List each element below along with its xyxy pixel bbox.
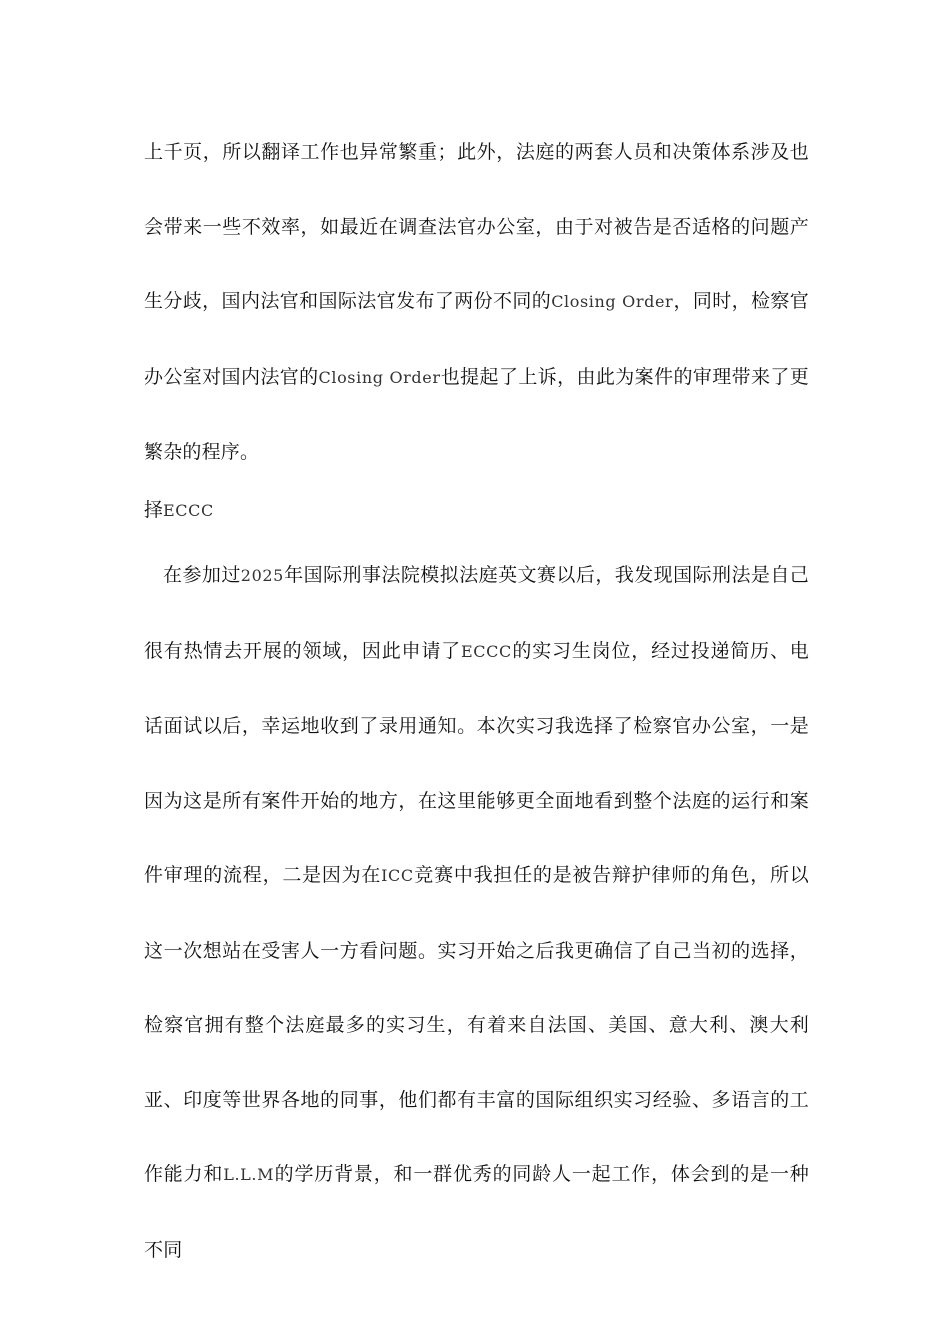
paragraph-text: 的实习生岗位，经过投递简历、电话面试以后，幸运地收到了录用通知。本次实习我选择了检察官办公室，一是因为这是所有案件开始的地方，在这里能够更全面地看到整个法庭的运行和案件审理的流程，二是因为在 xyxy=(144,639,809,886)
latin-term: Closing Order xyxy=(318,367,441,387)
paragraph-text: 在参加过 xyxy=(163,564,241,586)
latin-term: ICC xyxy=(381,866,414,885)
latin-term: ECCC xyxy=(461,641,512,661)
paragraph-text: 的学历背景，和一群优秀的同龄人一起工作，体会到的是一种不同 xyxy=(144,1163,809,1261)
paragraph-text: 竞赛中我担任的是被告辩护律师的角色，所以这一次想站在受害人一方看问题。实习开始之后我更确信了自己当初的选择，检察官拥有整个法庭最多的实习生，有着来自法国、美国、意大利、澳大利亚、印度等世界各地的同事，他们都有丰富的国际组织实习经验、多语言的工作能力和 xyxy=(144,864,809,1185)
paragraph-2 xyxy=(144,538,809,1287)
latin-term: 2025 xyxy=(240,566,284,585)
heading-latin: ECCC xyxy=(163,501,214,520)
heading-prefix: 择 xyxy=(144,499,164,521)
paragraph-1 xyxy=(144,115,809,490)
paragraph-text: 也提起了上诉，由此为案件的审理带来了更繁杂的程序。 xyxy=(144,365,809,463)
paragraph-text: 上千页，所以翻译工作也异常繁重；此外，法庭的两套人员和决策体系涉及也会带来一些不效率，如最近在调查法官办公室，由于对被告是否适格的问题产生分歧，国内法官和国际法官发布了两份不同的 xyxy=(144,141,809,312)
paragraph-text: ，同时，检察官办公室对国内法官的 xyxy=(144,290,809,388)
section-heading xyxy=(144,492,214,529)
latin-term: L.L.M xyxy=(223,1165,275,1184)
latin-term: Closing Order xyxy=(551,292,674,311)
paragraph-text: 年国际刑事法院模拟法庭英文赛以后，我发现国际刑法是自己很有热情去开展的领域，因此申请了 xyxy=(144,564,809,662)
